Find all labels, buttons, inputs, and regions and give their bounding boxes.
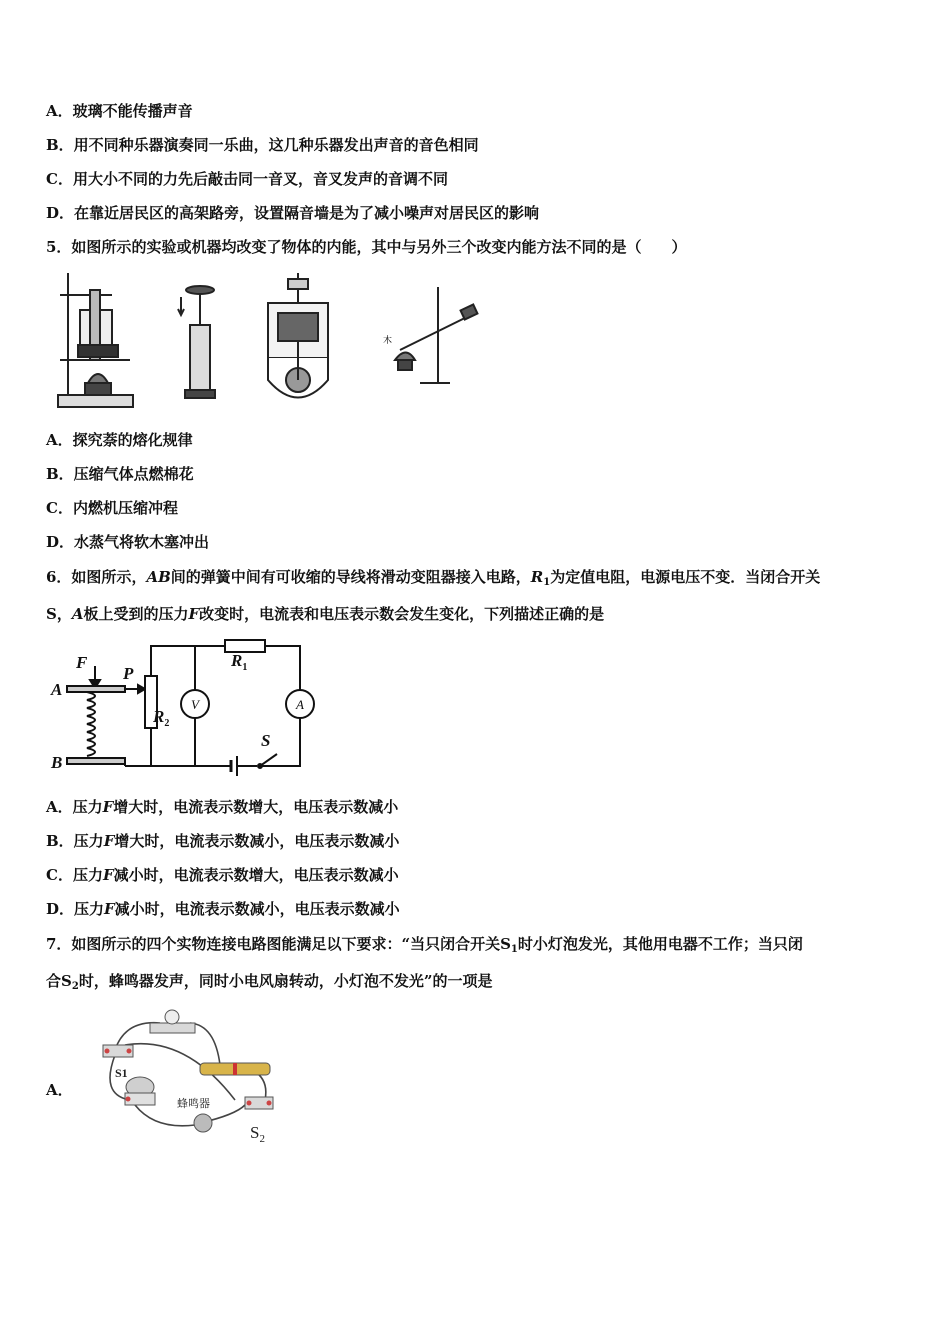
switch-s	[260, 754, 277, 766]
q5-option-a: A．探究萘的熔化规律	[46, 431, 193, 449]
q4-option-d: D．在靠近居民区的高架路旁，设置隔音墙是为了减小噪声对居民区的影响	[46, 204, 540, 222]
q7-stem-line1: 7．如图所示的四个实物连接电路图能满足以下要求：“当只闭合开关$S_1$时小灯泡发光，其他用电器不工作；当只闭	[46, 935, 803, 955]
q7-option-a-figure	[95, 1005, 285, 1145]
q7-option-a-label: A．	[46, 1081, 73, 1099]
spring	[87, 692, 95, 756]
label-a: A	[51, 680, 63, 699]
plate-b	[67, 758, 125, 764]
q6-option-a: A．压力F增大时，电流表示数增大，电压表示数减小	[46, 798, 399, 816]
q6-stem-line2: S，A板上受到的压力F改变时，电流表和电压表示数会发生变化，下列描述正确的是	[46, 605, 605, 623]
q7-stem-line2: 合$S_2$时，蜂鸣器发声，同时小电风扇转动，小灯泡不发光”的一项是	[46, 972, 493, 992]
switch-s1-image	[103, 1045, 133, 1057]
label-s2: $S_2$	[250, 1123, 265, 1145]
fire-syringe-image	[178, 286, 215, 398]
wood-label: 木	[383, 335, 393, 345]
steam-cork-image	[395, 287, 477, 383]
label-r1: $R_1$	[231, 651, 248, 673]
q5-stem: 5．如图所示的实验或机器均改变了物体的内能，其中与另外三个改变内能方法不同的是（ ）	[46, 238, 687, 256]
label-p: P	[123, 664, 134, 683]
switch-s2-image	[245, 1097, 273, 1109]
q5-option-d: D．水蒸气将软木塞冲出	[46, 533, 210, 551]
q6-option-b: B．压力F增大时，电流表示数减小，电压表示数减小	[46, 832, 400, 850]
q5-option-b: B．压缩气体点燃棉花	[46, 465, 194, 483]
melting-apparatus-image	[58, 273, 133, 407]
q4-option-c: C．用大小不同的力先后敲击同一音叉，音叉发声的音调不同	[46, 170, 448, 188]
q4-option-b: B．用不同种乐器演奏同一乐曲，这几种乐器发出声音的音色相同	[46, 136, 479, 154]
label-v: V	[191, 697, 199, 712]
label-s1: S1	[115, 1066, 128, 1080]
buzzer-image	[194, 1114, 212, 1132]
label-ammeter: A	[296, 697, 304, 712]
engine-image	[268, 273, 328, 398]
label-buzzer: 蜂鸣器	[177, 1098, 210, 1110]
q4-option-a: A．玻璃不能传播声音	[46, 102, 193, 120]
label-f: F	[76, 653, 88, 672]
fan-image	[125, 1077, 155, 1105]
plate-a	[67, 686, 125, 692]
q6-option-c: C．压力F减小时，电流表示数增大，电压表示数减小	[46, 866, 399, 884]
bulb-image	[150, 1010, 195, 1033]
q5-figure	[50, 265, 500, 415]
label-s: S	[261, 731, 271, 750]
label-b: B	[51, 753, 63, 772]
q6-circuit-diagram	[45, 636, 315, 781]
label-r2: $R_2$	[153, 707, 170, 729]
q6-option-d: D．压力F减小时，电流表示数减小，电压表示数减小	[46, 900, 400, 918]
q5-option-c: C．内燃机压缩冲程	[46, 499, 178, 517]
q6-stem-line1: 6．如图所示，AB间的弹簧中间有可收缩的导线将滑动变阻器接入电路，$R_1$为定值电阻，电源电压不变．当闭合开关	[46, 568, 821, 588]
battery-image	[200, 1063, 270, 1075]
